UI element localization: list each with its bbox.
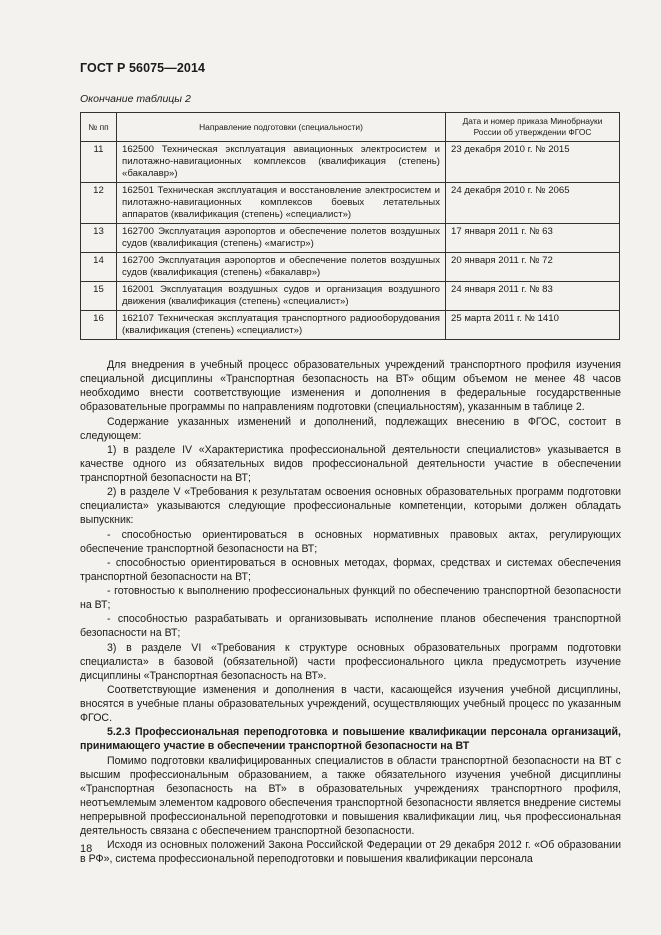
document-header: ГОСТ Р 56075—2014 — [80, 61, 206, 75]
row-direction: 162107 Техническая эксплуатация транспортного радиооборудования (квалификация (степень) «специалист») — [117, 311, 446, 340]
paragraph: Соответствующие изменения и дополнения в части, касающейся изучения учебной дисциплины, вносятся в учебные планы образовательных учреждений, осуществляющих учебный процесс по указанным ФГОС. — [80, 683, 621, 725]
table-row — [81, 142, 620, 183]
paragraph: Для внедрения в учебный процесс образовательных учреждений транспортного профиля изучения специальной дисциплины «Транспортная безопасность на ВТ» общим объемом не менее 48 часов необходимо внести соответствующие изменения и дополнения в федеральные государственные образовательные программы по направлениям подготовки (специальностям), указанным в таблице 2. — [80, 359, 621, 414]
list-item: 2) в разделе V «Требования к результатам освоения основных образовательных программ подготовки специалиста» указываются следующие профессиональные компетенции, которыми должен обладать выпускник: — [80, 486, 621, 527]
column-header-order: Дата и номер приказа Минобрнауки России об утверждении ФГОС — [446, 113, 620, 142]
row-order: 25 марта 2011 г. № 1410 — [446, 311, 620, 340]
table-header-row — [81, 113, 620, 142]
table-row — [81, 224, 620, 253]
table-row — [81, 282, 620, 311]
row-direction: 162700 Эксплуатация аэропортов и обеспечение полетов воздушных судов (квалификация (степень) «магистр») — [117, 224, 446, 253]
table-row — [81, 183, 620, 224]
body-text — [80, 358, 621, 867]
page-number: 18 — [80, 843, 93, 855]
row-number: 16 — [81, 311, 117, 340]
row-direction: 162700 Эксплуатация аэропортов и обеспечение полетов воздушных судов (квалификация (степень) «бакалавр») — [117, 253, 446, 282]
row-order: 20 января 2011 г. № 72 — [446, 253, 620, 282]
table-caption: Окончание таблицы 2 — [80, 93, 191, 105]
row-order: 17 января 2011 г. № 63 — [446, 224, 620, 253]
row-direction: 162501 Техническая эксплуатация и восстановление электросистем и пилотажно-навигационных комплексов боевых летательных аппаратов (квалификация (степень) «специалист») — [117, 183, 446, 224]
row-order: 23 декабря 2010 г. № 2015 — [446, 142, 620, 183]
paragraph: Содержание указанных изменений и дополнений, подлежащих внесению в ФГОС, состоит в следующем: — [80, 415, 621, 442]
row-number: 11 — [81, 142, 117, 183]
row-order: 24 января 2011 г. № 83 — [446, 282, 620, 311]
table-row — [81, 311, 620, 340]
competence-item: - готовностью к выполнению профессиональных функций по обеспечению транспортной безопасности на ВТ; — [80, 585, 621, 612]
table-row — [81, 253, 620, 282]
list-item: 3) в разделе VI «Требования к структуре основных образовательных программ подготовки специалиста» в базовой (обязательной) части профессионального цикла предусмотреть изучение дисциплины «Транспортная безопасность на ВТ». — [80, 641, 621, 682]
competence-item: - способностью ориентироваться в основных нормативных правовых актах, регулирующих обеспечение транспортной безопасности на ВТ; — [80, 528, 621, 555]
row-number: 14 — [81, 253, 117, 282]
paragraph: Помимо подготовки квалифицированных специалистов в области транспортной безопасности на ВТ с высшим профессиональным образованием, а также обязательного изучения учебной дисциплины «Транспортная безопасность на ВТ» в образовательных учреждениях транспортного профиля, неотъемлемым элементом кадрового обеспечения транспортной безопасности является внедрение системы непрерывной профессиональной переподготовки и повышения квалификации лиц, чья профессиональная деятельность связана с обеспечением транспортной безопасности. — [80, 754, 621, 838]
column-header-number: № пп — [81, 113, 117, 142]
column-header-direction: Направление подготовки (специальности) — [117, 113, 446, 142]
row-direction: 162001 Эксплуатация воздушных судов и организация воздушного движения (квалификация (степень) «специалист») — [117, 282, 446, 311]
standards-table — [80, 112, 620, 340]
row-number: 15 — [81, 282, 117, 311]
paragraph: Исходя из основных положений Закона Российской Федерации от 29 декабря 2012 г. «Об образовании в РФ», система профессиональной переподготовки и повышения квалификации персонала — [80, 839, 621, 866]
row-number: 13 — [81, 224, 117, 253]
competence-item: - способностью разрабатывать и организовывать исполнение планов обеспечения транспортной безопасности на ВТ; — [80, 613, 621, 640]
list-item: 1) в разделе IV «Характеристика профессиональной деятельности специалистов» указывается в качестве одного из обязательных видов профессиональной деятельности участие в обеспечении транспортной безопасности на ВТ; — [80, 443, 621, 484]
competence-item: - способностью ориентироваться в основных методах, формах, средствах и системах обеспечения транспортной безопасности на ВТ; — [80, 556, 621, 583]
section-heading: 5.2.3 Профессиональная переподготовка и повышение квалификации персонала организаций, принимающего участие в обеспечении транспортной безопасности на ВТ — [80, 726, 621, 753]
row-number: 12 — [81, 183, 117, 224]
row-order: 24 декабря 2010 г. № 2065 — [446, 183, 620, 224]
row-direction: 162500 Техническая эксплуатация авиационных электросистем и пилотажно-навигационных комплексов (квалификация (степень) «бакалавр») — [117, 142, 446, 183]
